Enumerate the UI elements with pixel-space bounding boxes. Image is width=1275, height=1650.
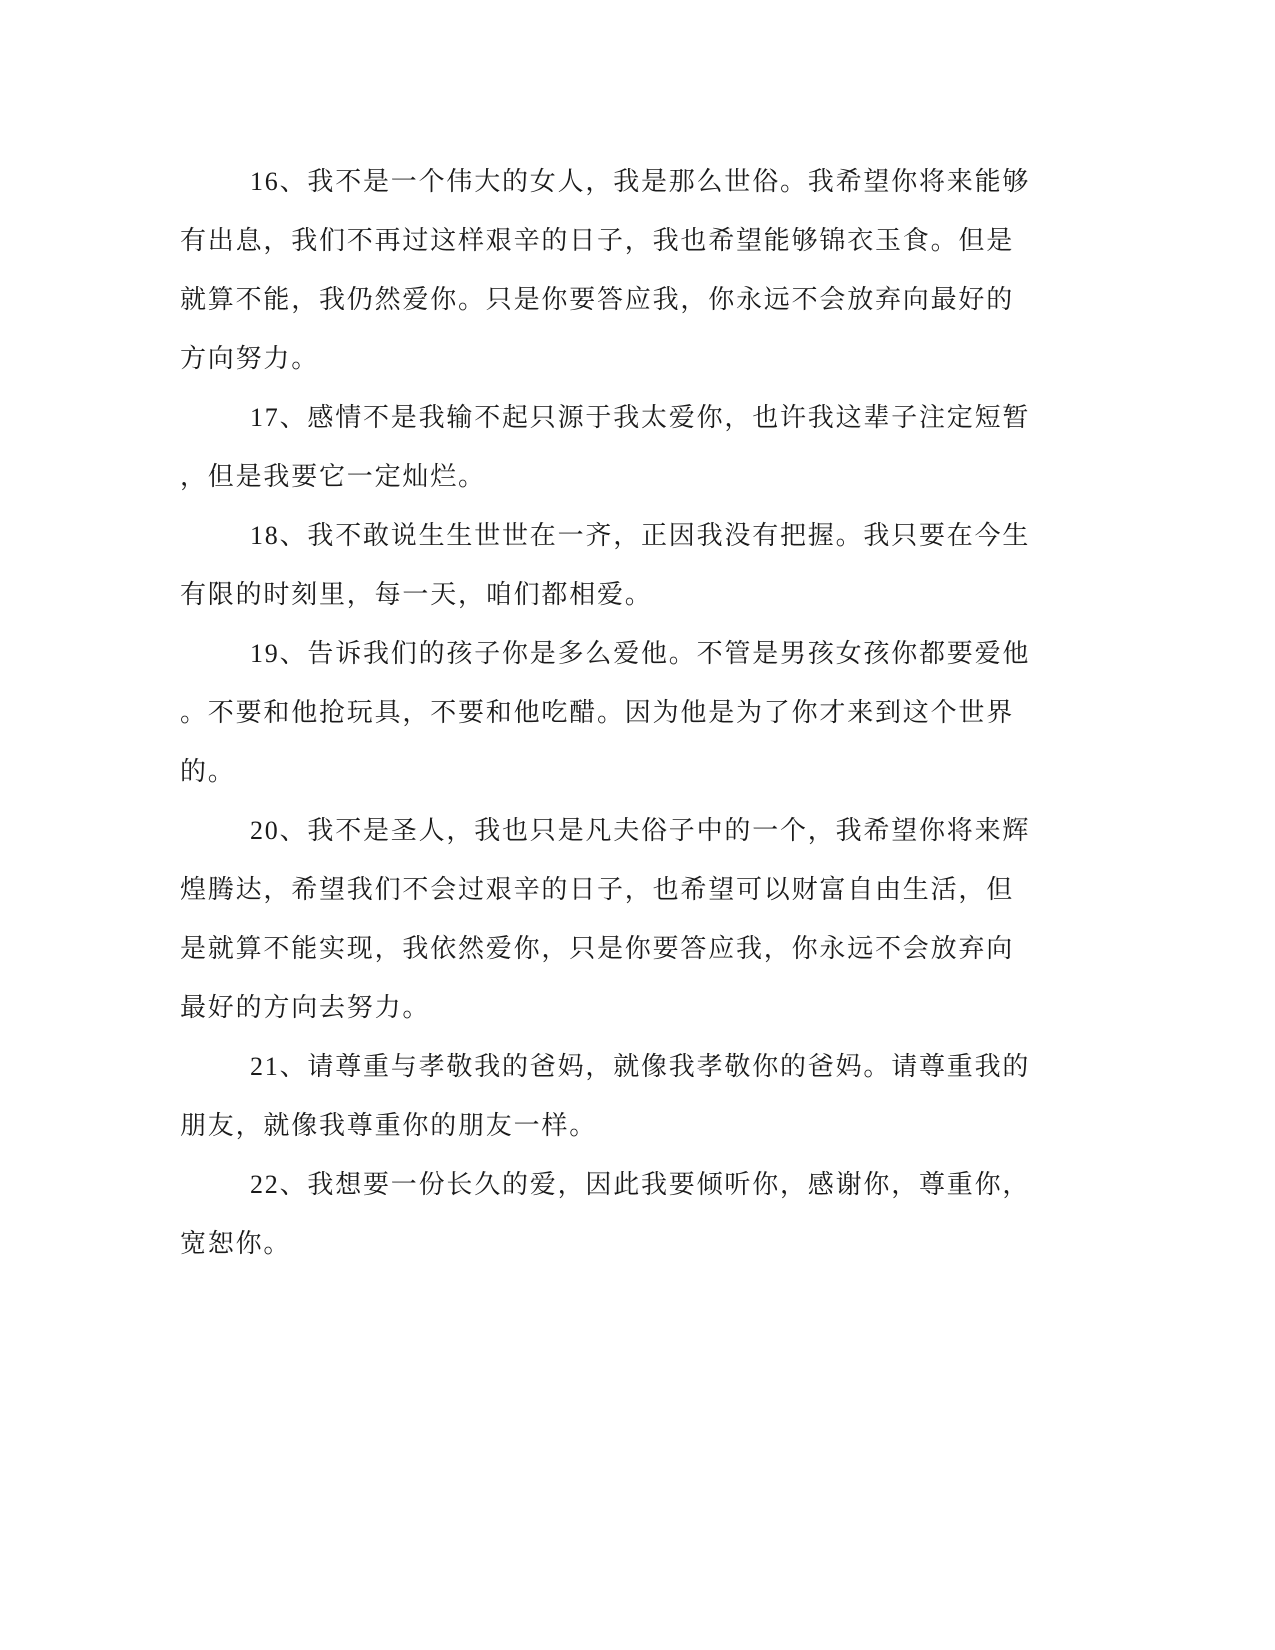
text-line: 方向努力。 — [180, 344, 320, 373]
text-line: 是就算不能实现，我依然爱你，只是你要答应我，你永远不会放弃向 — [180, 934, 1015, 963]
text-line: 18、我不敢说生生世世在一齐，正因我没有把握。我只要在今生 — [250, 521, 1031, 550]
text-line: 19、告诉我们的孩子你是多么爱他。不管是男孩女孩你都要爱他 — [250, 639, 1031, 668]
paragraph — [180, 516, 1040, 634]
paragraph — [180, 1047, 1040, 1165]
text-line: 朋友，就像我尊重你的朋友一样。 — [180, 1111, 598, 1140]
paragraph — [180, 162, 1040, 398]
document-page — [180, 162, 1040, 1283]
paragraph — [180, 398, 1040, 516]
text-line: 16、我不是一个伟大的女人，我是那么世俗。我希望你将来能够 — [250, 167, 1031, 196]
text-line: 20、我不是圣人，我也只是凡夫俗子中的一个，我希望你将来辉 — [250, 816, 1031, 845]
text-line: 宽恕你。 — [180, 1229, 292, 1258]
text-line: 煌腾达，希望我们不会过艰辛的日子，也希望可以财富自由生活，但 — [180, 875, 1015, 904]
text-line: 22、我想要一份长久的爱，因此我要倾听你，感谢你，尊重你， — [250, 1170, 1031, 1199]
text-line: 21、请尊重与孝敬我的爸妈，就像我孝敬你的爸妈。请尊重我的 — [250, 1052, 1031, 1081]
text-line: 的。 — [180, 757, 236, 786]
paragraph — [180, 811, 1040, 1047]
text-line: 有限的时刻里，每一天，咱们都相爱。 — [180, 580, 653, 609]
text-line: 17、感情不是我输不起只源于我太爱你，也许我这辈子注定短暂 — [250, 403, 1031, 432]
paragraph — [180, 634, 1040, 811]
text-line: ，但是我要它一定灿烂。 — [180, 462, 486, 491]
text-line: 有出息，我们不再过这样艰辛的日子，我也希望能够锦衣玉食。但是 — [180, 226, 1015, 255]
text-line: 。不要和他抢玩具，不要和他吃醋。因为他是为了你才来到这个世界 — [180, 698, 1015, 727]
text-line: 最好的方向去努力。 — [180, 993, 431, 1022]
text-line: 就算不能，我仍然爱你。只是你要答应我，你永远不会放弃向最好的 — [180, 285, 1015, 314]
paragraph — [180, 1165, 1040, 1283]
